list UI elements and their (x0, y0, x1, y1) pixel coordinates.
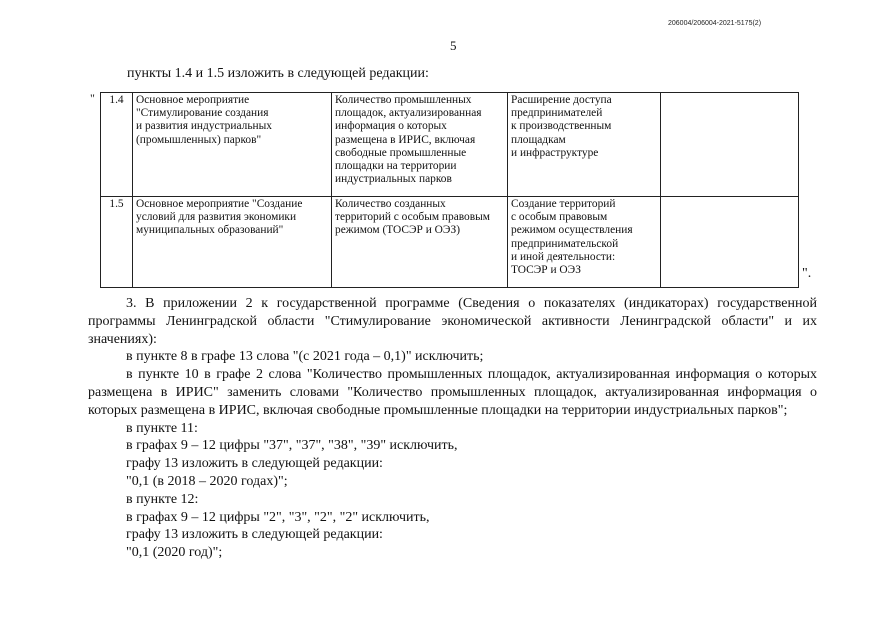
document-number: 206004/206004-2021-5175(2) (668, 20, 762, 27)
paragraph-item-12-columns: в графах 9 – 12 цифры "2", "3", "2", "2" исключить, (126, 509, 430, 525)
result-cell (508, 197, 661, 288)
indicator-cell (332, 93, 508, 197)
result-text: Создание территорий с особым правовым режимом осуществления предпринимательской и иной деятельности: ТОСЭР и ОЭЗ (511, 198, 633, 277)
table-row (101, 197, 799, 288)
table-row (101, 93, 799, 197)
empty-cell (661, 197, 799, 288)
paragraph-item-10: в пункте 10 в графе 2 слова "Количество промышленных площадок, актуализированная информация о которых размещена в ИРИС" заменить словами "Количество промышленных площадок, актуализированная информация о которых размещена в ИРИС, включая свободные промышленные площадки на территории индустриальных парков"; (88, 367, 817, 418)
paragraph-item-12-column-13: графу 13 изложить в следующей редакции: (126, 527, 383, 543)
event-cell (133, 197, 332, 288)
event-text: Основное мероприятие "Создание условий для развития экономики муниципальных образований" (136, 198, 303, 237)
paragraph-item-11: в пункте 11: (126, 420, 198, 436)
row-number: 1.5 (101, 197, 133, 288)
indicator-text: Количество созданных территорий с особым правовым режимом (ТОСЭР и ОЭЗ) (335, 198, 490, 237)
event-cell (133, 93, 332, 197)
paragraph-appendix-2: 3. В приложении 2 к государственной программе (Сведения о показателях (индикаторах) государственной программы Ленинградской области "Стимулирование экономической активности Ленинградской области" и их значениях): (88, 296, 817, 347)
empty-cell (661, 93, 799, 197)
paragraph-item-12: в пункте 12: (126, 491, 199, 507)
indicator-text: Количество промышленных площадок, актуализированная информация о которых размещена в ИРИС, включая свободные промышленные площадки на территории индустриальных парков (335, 94, 482, 186)
opening-quote: " (90, 91, 95, 105)
result-cell (508, 93, 661, 197)
paragraph-item-12-value: "0,1 (2020 год)"; (126, 545, 223, 561)
measures-table (100, 92, 799, 288)
event-text: Основное мероприятие "Стимулирование создания и развития индустриальных (промышленных) парков" (136, 94, 272, 146)
indicator-cell (332, 197, 508, 288)
paragraph-item-8: в пункте 8 в графе 13 слова "(с 2021 года – 0,1)" исключить; (126, 349, 484, 365)
closing-quote: ". (802, 266, 812, 281)
intro-line: пункты 1.4 и 1.5 изложить в следующей редакции: (127, 66, 429, 81)
row-number: 1.4 (101, 93, 133, 197)
paragraph-item-11-column-13: графу 13 изложить в следующей редакции: (126, 456, 383, 472)
page-number: 5 (450, 38, 457, 53)
paragraph-item-11-columns: в графах 9 – 12 цифры "37", "37", "38", "39" исключить, (126, 438, 458, 454)
result-text: Расширение доступа предпринимателей к производственным площадкам и инфраструктуре (511, 94, 612, 159)
body-text (88, 295, 817, 562)
paragraph-item-11-value: "0,1 (в 2018 – 2020 годах)"; (126, 473, 288, 489)
